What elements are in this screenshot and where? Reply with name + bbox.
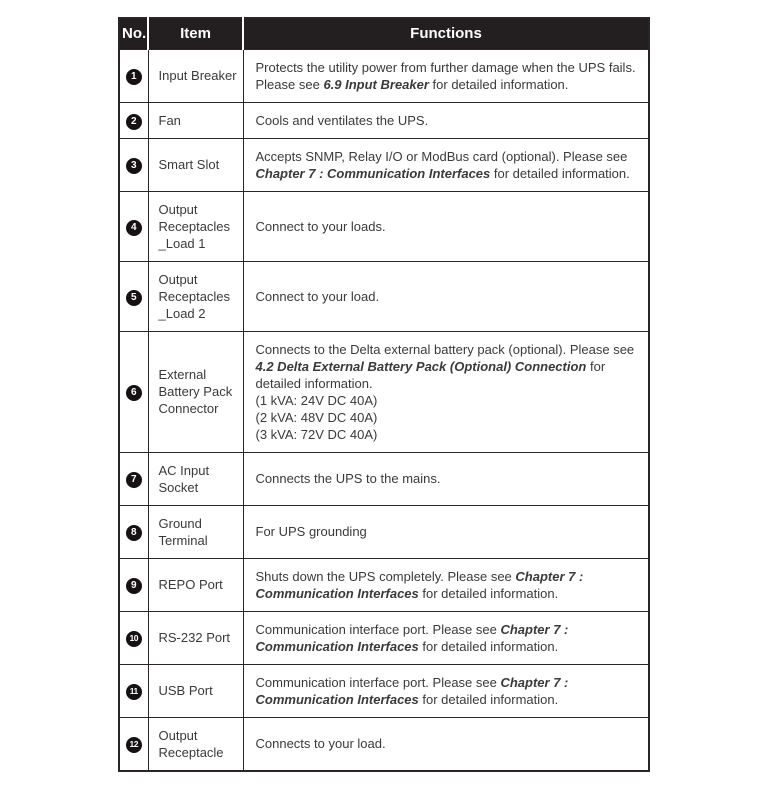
row-number-cell <box>119 611 148 664</box>
table-row <box>119 261 649 331</box>
table-header-row <box>119 18 649 49</box>
item-label: Output Receptacles _Load 2 <box>148 261 243 331</box>
table-row <box>119 611 649 664</box>
function-text-segment: for detailed information. <box>428 76 569 92</box>
item-label: REPO Port <box>148 558 243 611</box>
item-label: Output Receptacles _Load 1 <box>148 191 243 261</box>
row-number-cell <box>119 558 148 611</box>
function-text-segment: Connects the UPS to the mains. <box>255 471 441 486</box>
function-text-segment: Connects to the Delta external battery pack (optional). Please see <box>255 341 635 357</box>
function-description <box>243 261 649 331</box>
table-row <box>119 331 649 452</box>
row-number-badge: 12 <box>126 737 142 753</box>
table-row <box>119 664 649 717</box>
table-row <box>119 717 649 771</box>
function-description <box>243 49 649 102</box>
row-number-cell <box>119 452 148 505</box>
item-label: USB Port <box>148 664 243 717</box>
table-row <box>119 452 649 505</box>
function-text-segment: Chapter 7 : Communication Interfaces <box>255 165 491 181</box>
table-row <box>119 49 649 102</box>
function-description <box>243 505 649 558</box>
function-text-segment: (3 kVA: 72V DC 40A) <box>255 426 378 442</box>
table-row <box>119 138 649 191</box>
function-text-segment: Shuts down the UPS completely. Please see <box>255 568 516 584</box>
row-number-cell <box>119 138 148 191</box>
table-row <box>119 505 649 558</box>
row-number-badge: 6 <box>126 385 142 401</box>
function-text-segment: Chapter 7 : Communication Interfaces <box>255 621 569 654</box>
function-text-segment: for detailed information. <box>418 585 559 601</box>
function-text-segment: for detailed information. <box>418 691 559 707</box>
function-description <box>243 452 649 505</box>
row-number-cell <box>119 331 148 452</box>
row-number-cell <box>119 717 148 771</box>
functions-table <box>118 17 650 772</box>
item-label: Input Breaker <box>148 49 243 102</box>
function-text-segment: Cools and ventilates the UPS. <box>255 112 429 128</box>
row-number-badge: 2 <box>126 114 142 130</box>
row-number-badge: 1 <box>126 69 142 85</box>
function-text-segment: Communication interface port. Please see <box>255 674 501 690</box>
function-description <box>243 331 649 452</box>
item-label: Ground Terminal <box>148 505 243 558</box>
function-description <box>243 717 649 771</box>
header-cell-no: No. <box>119 18 148 49</box>
function-text-segment: for detailed information. <box>255 358 606 391</box>
table-row <box>119 102 649 138</box>
function-text-segment: 4.2 Delta External Battery Pack (Optional) Connection <box>255 358 587 374</box>
row-number-cell <box>119 49 148 102</box>
function-text-segment: (1 kVA: 24V DC 40A) <box>255 392 378 408</box>
function-description <box>243 664 649 717</box>
item-label: Output Receptacle <box>148 717 243 771</box>
function-text-segment: 6.9 Input Breaker <box>323 76 429 92</box>
function-description <box>243 611 649 664</box>
item-label: Smart Slot <box>148 138 243 191</box>
function-description <box>243 138 649 191</box>
row-number-cell <box>119 102 148 138</box>
row-number-cell <box>119 664 148 717</box>
table-body <box>119 49 649 771</box>
row-number-badge: 10 <box>126 631 142 647</box>
function-text-segment: Chapter 7 : Communication Interfaces <box>255 568 584 601</box>
header-cell-item: Item <box>148 18 243 49</box>
function-text-segment: For UPS grounding <box>255 524 367 539</box>
function-description <box>243 191 649 261</box>
item-label: Fan <box>148 102 243 138</box>
function-text-segment: Connects to your load. <box>255 736 386 751</box>
row-number-badge: 11 <box>126 684 142 700</box>
row-number-badge: 3 <box>126 158 142 174</box>
item-label: RS-232 Port <box>148 611 243 664</box>
function-text-segment: Protects the utility power from further damage when the UPS fails. Please see <box>255 59 636 92</box>
function-text-segment: Connect to your load. <box>255 288 380 304</box>
table-row <box>119 191 649 261</box>
row-number-cell <box>119 261 148 331</box>
function-text-segment: Chapter 7 : Communication Interfaces <box>255 674 569 707</box>
function-text-segment: Connect to your loads. <box>255 218 386 234</box>
row-number-badge: 9 <box>126 578 142 594</box>
row-number-badge: 5 <box>126 290 142 306</box>
table-header <box>119 18 649 49</box>
item-label: AC Input Socket <box>148 452 243 505</box>
row-number-badge: 7 <box>126 472 142 488</box>
item-label: External Battery Pack Connector <box>148 331 243 452</box>
function-description <box>243 558 649 611</box>
row-number-badge: 8 <box>126 525 142 541</box>
row-number-badge: 4 <box>126 220 142 236</box>
row-number-cell <box>119 505 148 558</box>
function-text-segment: for detailed information. <box>418 638 559 654</box>
function-text-segment: Accepts SNMP, Relay I/O or ModBus card (optional). Please see <box>255 148 628 164</box>
function-text-segment: Communication interface port. Please see <box>255 621 501 637</box>
function-text-segment: for detailed information. <box>490 165 630 181</box>
header-cell-functions: Functions <box>243 18 649 49</box>
function-text-segment: (2 kVA: 48V DC 40A) <box>255 409 378 425</box>
function-description <box>243 102 649 138</box>
row-number-cell <box>119 191 148 261</box>
table-row <box>119 558 649 611</box>
